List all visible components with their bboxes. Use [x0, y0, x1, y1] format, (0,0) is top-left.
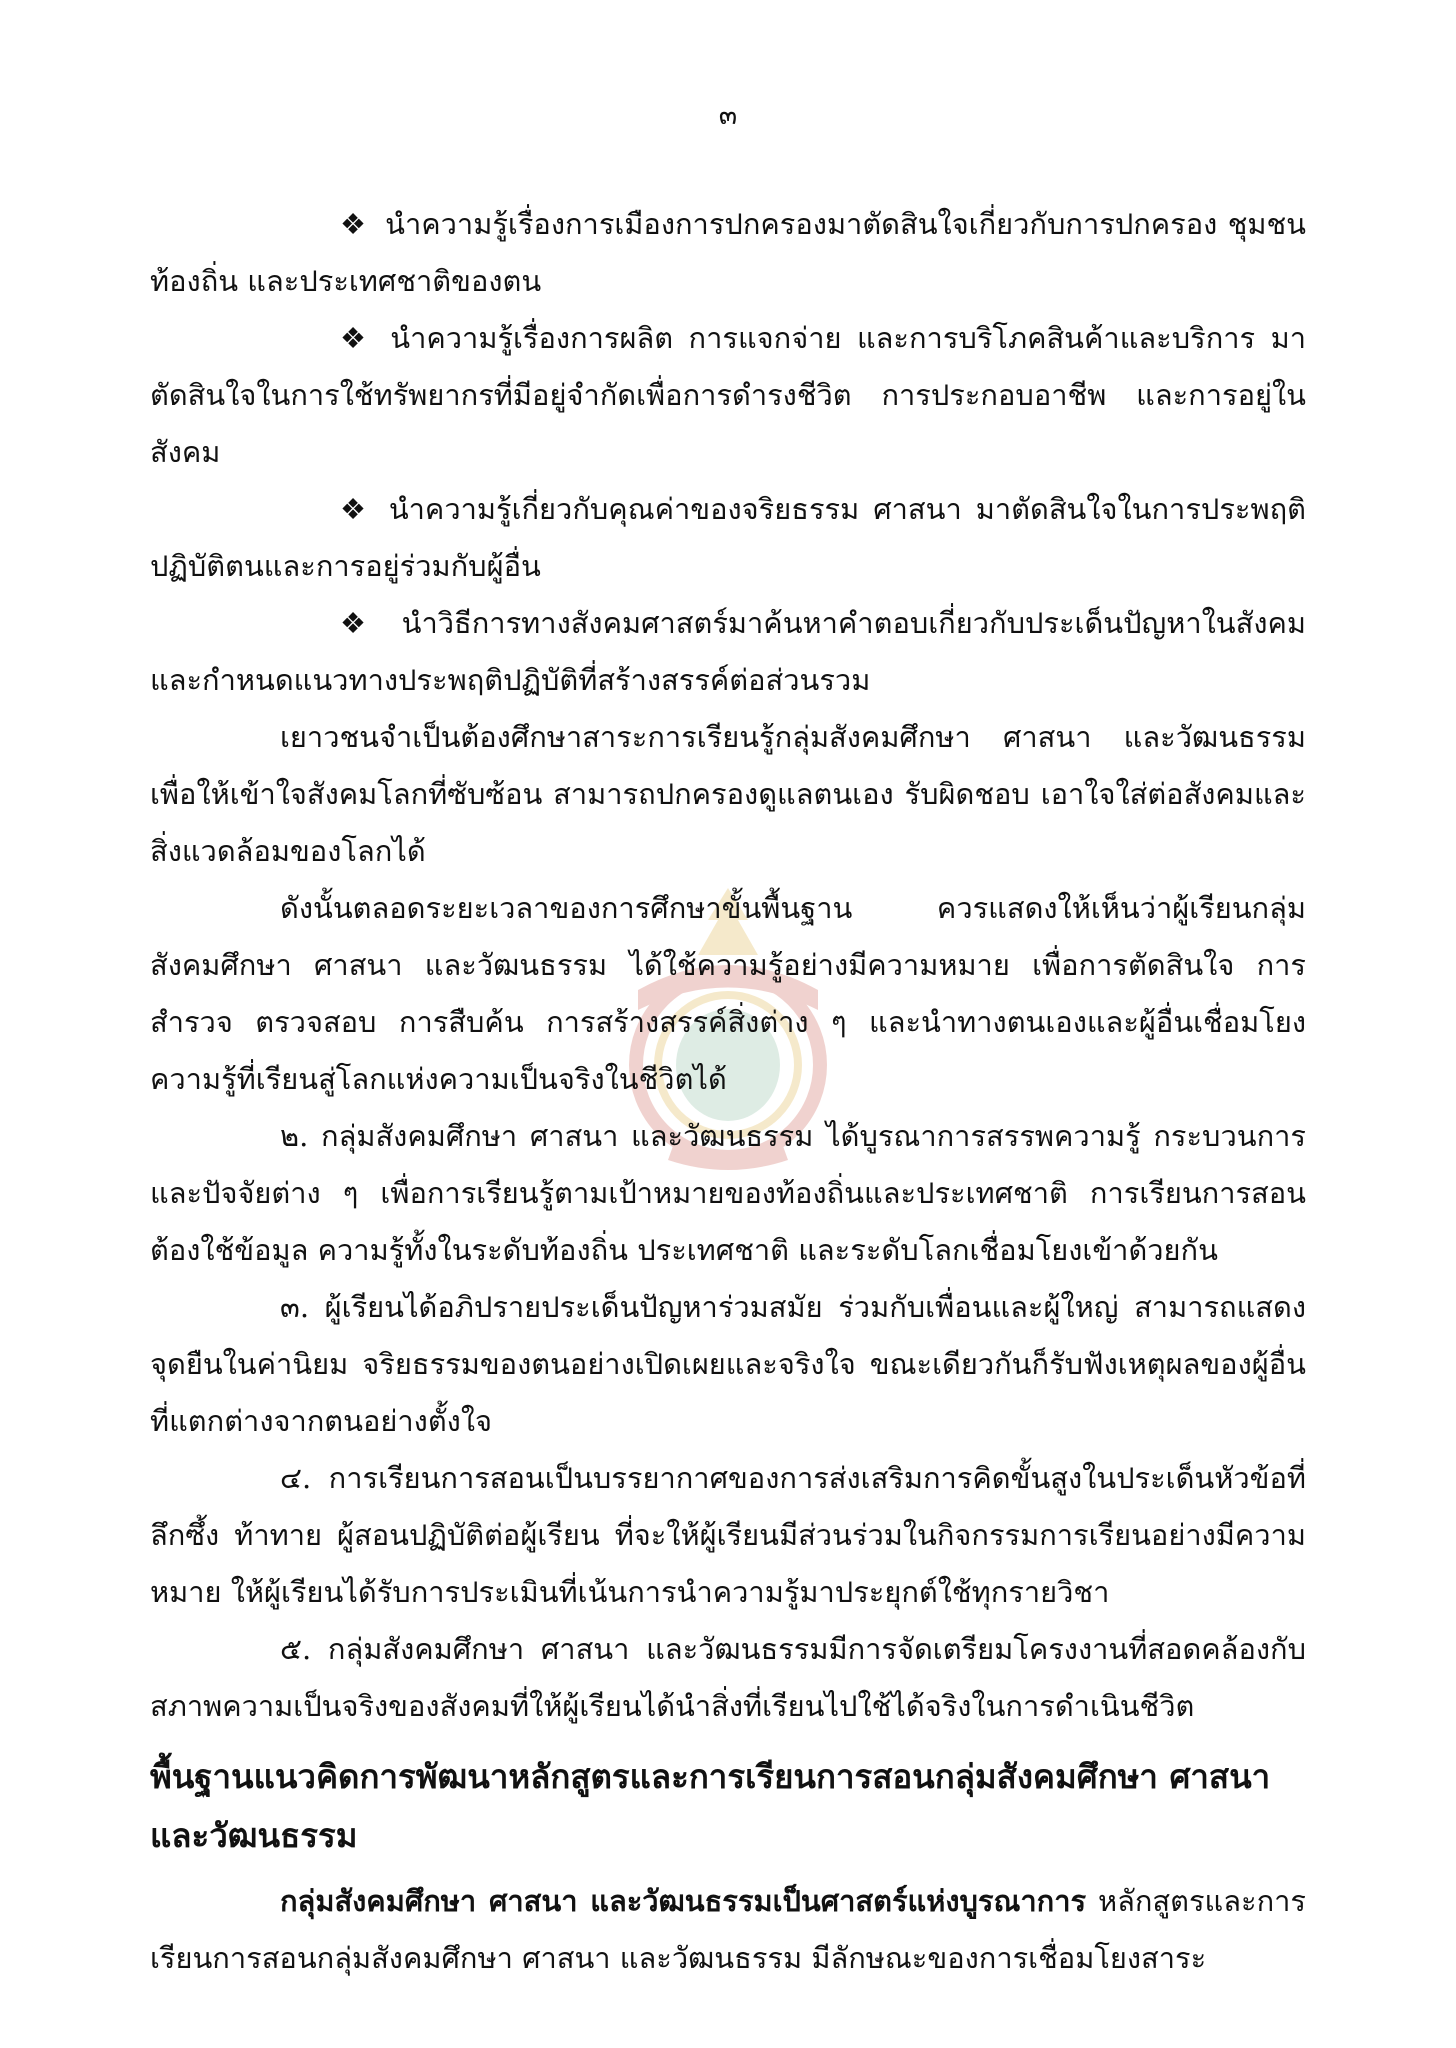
bullet-text: นำความรู้เรื่องการเมืองการปกครองมาตัดสินใจเกี่ยวกับการปกครอง ชุมชนท้องถิ่น และประเทศชาติของตน	[150, 207, 1306, 298]
document-body	[150, 196, 1306, 1987]
diamond-bullet-icon: ❖	[340, 492, 371, 526]
page-number: ๓	[718, 100, 738, 131]
final-paragraph	[150, 1873, 1306, 1987]
final-paragraph-text: หลักสูตรและการเรียนการสอนกลุ่มสังคมศึกษา ศาสนา และวัฒนธรรม มีลักษณะของการเชื่อมโยงสาระ	[150, 1884, 1306, 1975]
numbered-paragraph: ๒. กลุ่มสังคมศึกษา ศาสนา และวัฒนธรรม ได้บูรณาการสรรพความรู้ กระบวนการ และปัจจัยต่าง ๆ เพื่อการเรียนรู้ตามเป้าหมายของท้องถิ่นและประเทศชาติ การเรียนการสอนต้องใช้ข้อมูล ความรู้ทั้งในระดับท้องถิ่น ประเทศชาติ และระดับโลกเชื่อมโยงเข้าด้วยกัน	[150, 1119, 1306, 1267]
numbered-paragraph: ๓. ผู้เรียนได้อภิปรายประเด็นปัญหาร่วมสมัย ร่วมกับเพื่อนและผู้ใหญ่ สามารถแสดงจุดยืนในค่านิยม จริยธรรมของตนอย่างเปิดเผยและจริงใจ ขณะเดียวกันก็รับฟังเหตุผลของผู้อื่นที่แตกต่างจากตนอย่างตั้งใจ	[150, 1290, 1306, 1438]
numbered-paragraph: ๕. กลุ่มสังคมศึกษา ศาสนา และวัฒนธรรมมีการจัดเตรียมโครงงานที่สอดคล้องกับสภาพความเป็นจริงของสังคมที่ให้ผู้เรียนได้นำสิ่งที่เรียนไปใช้ได้จริงในการดำเนินชีวิต	[150, 1632, 1306, 1723]
final-paragraph-bold-lead: กลุ่มสังคมศึกษา ศาสนา และวัฒนธรรมเป็นศาสตร์แห่งบูรณาการ	[280, 1884, 1087, 1918]
numbered-paragraph: ๔. การเรียนการสอนเป็นบรรยากาศของการส่งเสริมการคิดขั้นสูงในประเด็นหัวข้อที่ลึกซึ้ง ท้าทาย ผู้สอนปฏิบัติต่อผู้เรียน ที่จะให้ผู้เรียนมีส่วนร่วมในกิจกรรมการเรียนอย่างมีความหมาย ให้ผู้เรียนได้รับการประเมินที่เน้นการนำความรู้มาประยุกต์ใช้ทุกรายวิชา	[150, 1461, 1306, 1609]
diamond-bullet-icon: ❖	[340, 606, 384, 640]
bullet-text: นำความรู้เกี่ยวกับคุณค่าของจริยธรรม ศาสนา มาตัดสินใจในการประพฤติปฏิบัติตนและการอยู่ร่วมกับผู้อื่น	[150, 492, 1306, 583]
bullet-item	[150, 196, 1306, 310]
bullet-item	[150, 595, 1306, 709]
diamond-bullet-icon: ❖	[340, 207, 368, 241]
bullet-item	[150, 310, 1306, 481]
bullet-item	[150, 481, 1306, 595]
body-paragraph: เยาวชนจำเป็นต้องศึกษาสาระการเรียนรู้กลุ่มสังคมศึกษา ศาสนา และวัฒนธรรมเพื่อให้เข้าใจสังคมโลกที่ซับซ้อน สามารถปกครองดูแลตนเอง รับผิดชอบ เอาใจใส่ต่อสังคมและสิ่งแวดล้อมของโลกได้	[150, 720, 1306, 868]
section-heading: พื้นฐานแนวคิดการพัฒนาหลักสูตรและการเรียนการสอนกลุ่มสังคมศึกษา ศาสนา และวัฒนธรรม	[150, 1757, 1271, 1855]
diamond-bullet-icon: ❖	[340, 321, 373, 355]
body-paragraph: ดังนั้นตลอดระยะเวลาของการศึกษาขั้นพื้นฐาน ควรแสดงให้เห็นว่าผู้เรียนกลุ่มสังคมศึกษา ศาสนา และวัฒนธรรม ได้ใช้ความรู้อย่างมีความหมาย เพื่อการตัดสินใจ การสำรวจ ตรวจสอบ การสืบค้น การสร้างสรรค์สิ่งต่าง ๆ และนำทางตนเองและผู้อื่นเชื่อมโยงความรู้ที่เรียนสู่โลกแห่งความเป็นจริงในชีวิตได้	[150, 891, 1306, 1096]
bullet-text: นำวิธีการทางสังคมศาสตร์มาค้นหาคำตอบเกี่ยวกับประเด็นปัญหาในสังคมและกำหนดแนวทางประพฤติปฏิบัติที่สร้างสรรค์ต่อส่วนรวม	[150, 606, 1306, 697]
bullet-text: นำความรู้เรื่องการผลิต การแจกจ่าย และการบริโภคสินค้าและบริการ มาตัดสินใจในการใช้ทรัพยากรที่มีอยู่จำกัดเพื่อการดำรงชีวิต การประกอบอาชีพ และการอยู่ในสังคม	[150, 321, 1306, 469]
